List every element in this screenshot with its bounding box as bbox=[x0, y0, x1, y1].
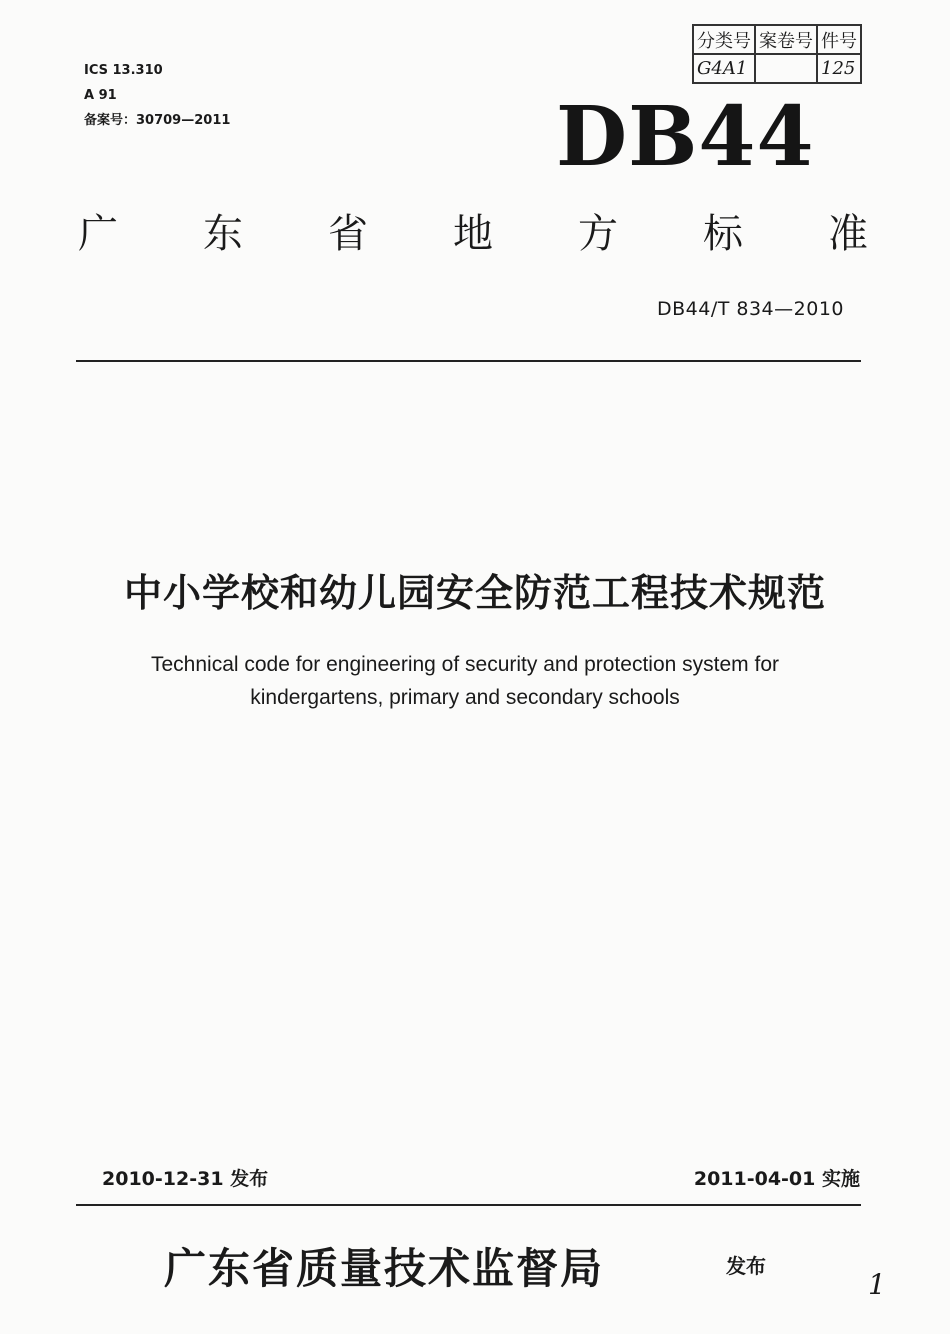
archive-table-header-row bbox=[693, 25, 861, 54]
footer-divider bbox=[76, 1204, 861, 1206]
standard-type bbox=[78, 208, 868, 260]
archive-table bbox=[692, 24, 862, 84]
implementation-date: 2011-04-01 实施 bbox=[693, 1168, 860, 1190]
record-number: 备案号：30709—2011 bbox=[84, 113, 231, 128]
standard-type-char: 省 bbox=[328, 211, 368, 257]
page-number: 1 bbox=[868, 1268, 886, 1301]
ics-code: ICS 13.310 bbox=[84, 63, 163, 78]
archive-table-value-row bbox=[693, 54, 861, 83]
archive-value-item: 125 bbox=[817, 54, 861, 83]
ccs-code: A 91 bbox=[84, 88, 117, 103]
archive-header-category: 分类号 bbox=[693, 25, 755, 54]
issue-date: 2010-12-31 发布 bbox=[102, 1168, 269, 1190]
issuer-suffix: 发布 bbox=[726, 1254, 766, 1278]
standard-type-char: 准 bbox=[828, 211, 868, 257]
title-chinese: 中小学校和幼儿园安全防范工程技术规范 bbox=[123, 571, 826, 615]
header-meta bbox=[84, 58, 230, 133]
title-english-line: kindergartens, primary and secondary schools bbox=[250, 686, 680, 709]
standard-number: DB44/T 834—2010 bbox=[656, 298, 844, 320]
standard-type-char: 标 bbox=[703, 211, 743, 257]
standard-type-char: 地 bbox=[453, 211, 493, 257]
db44-logo: DB44 bbox=[556, 89, 815, 185]
archive-header-file: 案卷号 bbox=[755, 25, 817, 54]
archive-header-item: 件号 bbox=[817, 25, 861, 54]
standard-type-char: 广 bbox=[78, 211, 118, 257]
title-english bbox=[0, 648, 930, 714]
header-divider bbox=[76, 360, 861, 362]
archive-value-file bbox=[755, 54, 817, 83]
archive-value-category: G4A1 bbox=[693, 54, 755, 83]
standard-type-char: 东 bbox=[203, 211, 243, 257]
standard-type-char: 方 bbox=[578, 211, 618, 257]
title-english-line: Technical code for engineering of security and protection system for bbox=[150, 653, 779, 676]
issuer-name: 广东省质量技术监督局 bbox=[164, 1244, 605, 1293]
